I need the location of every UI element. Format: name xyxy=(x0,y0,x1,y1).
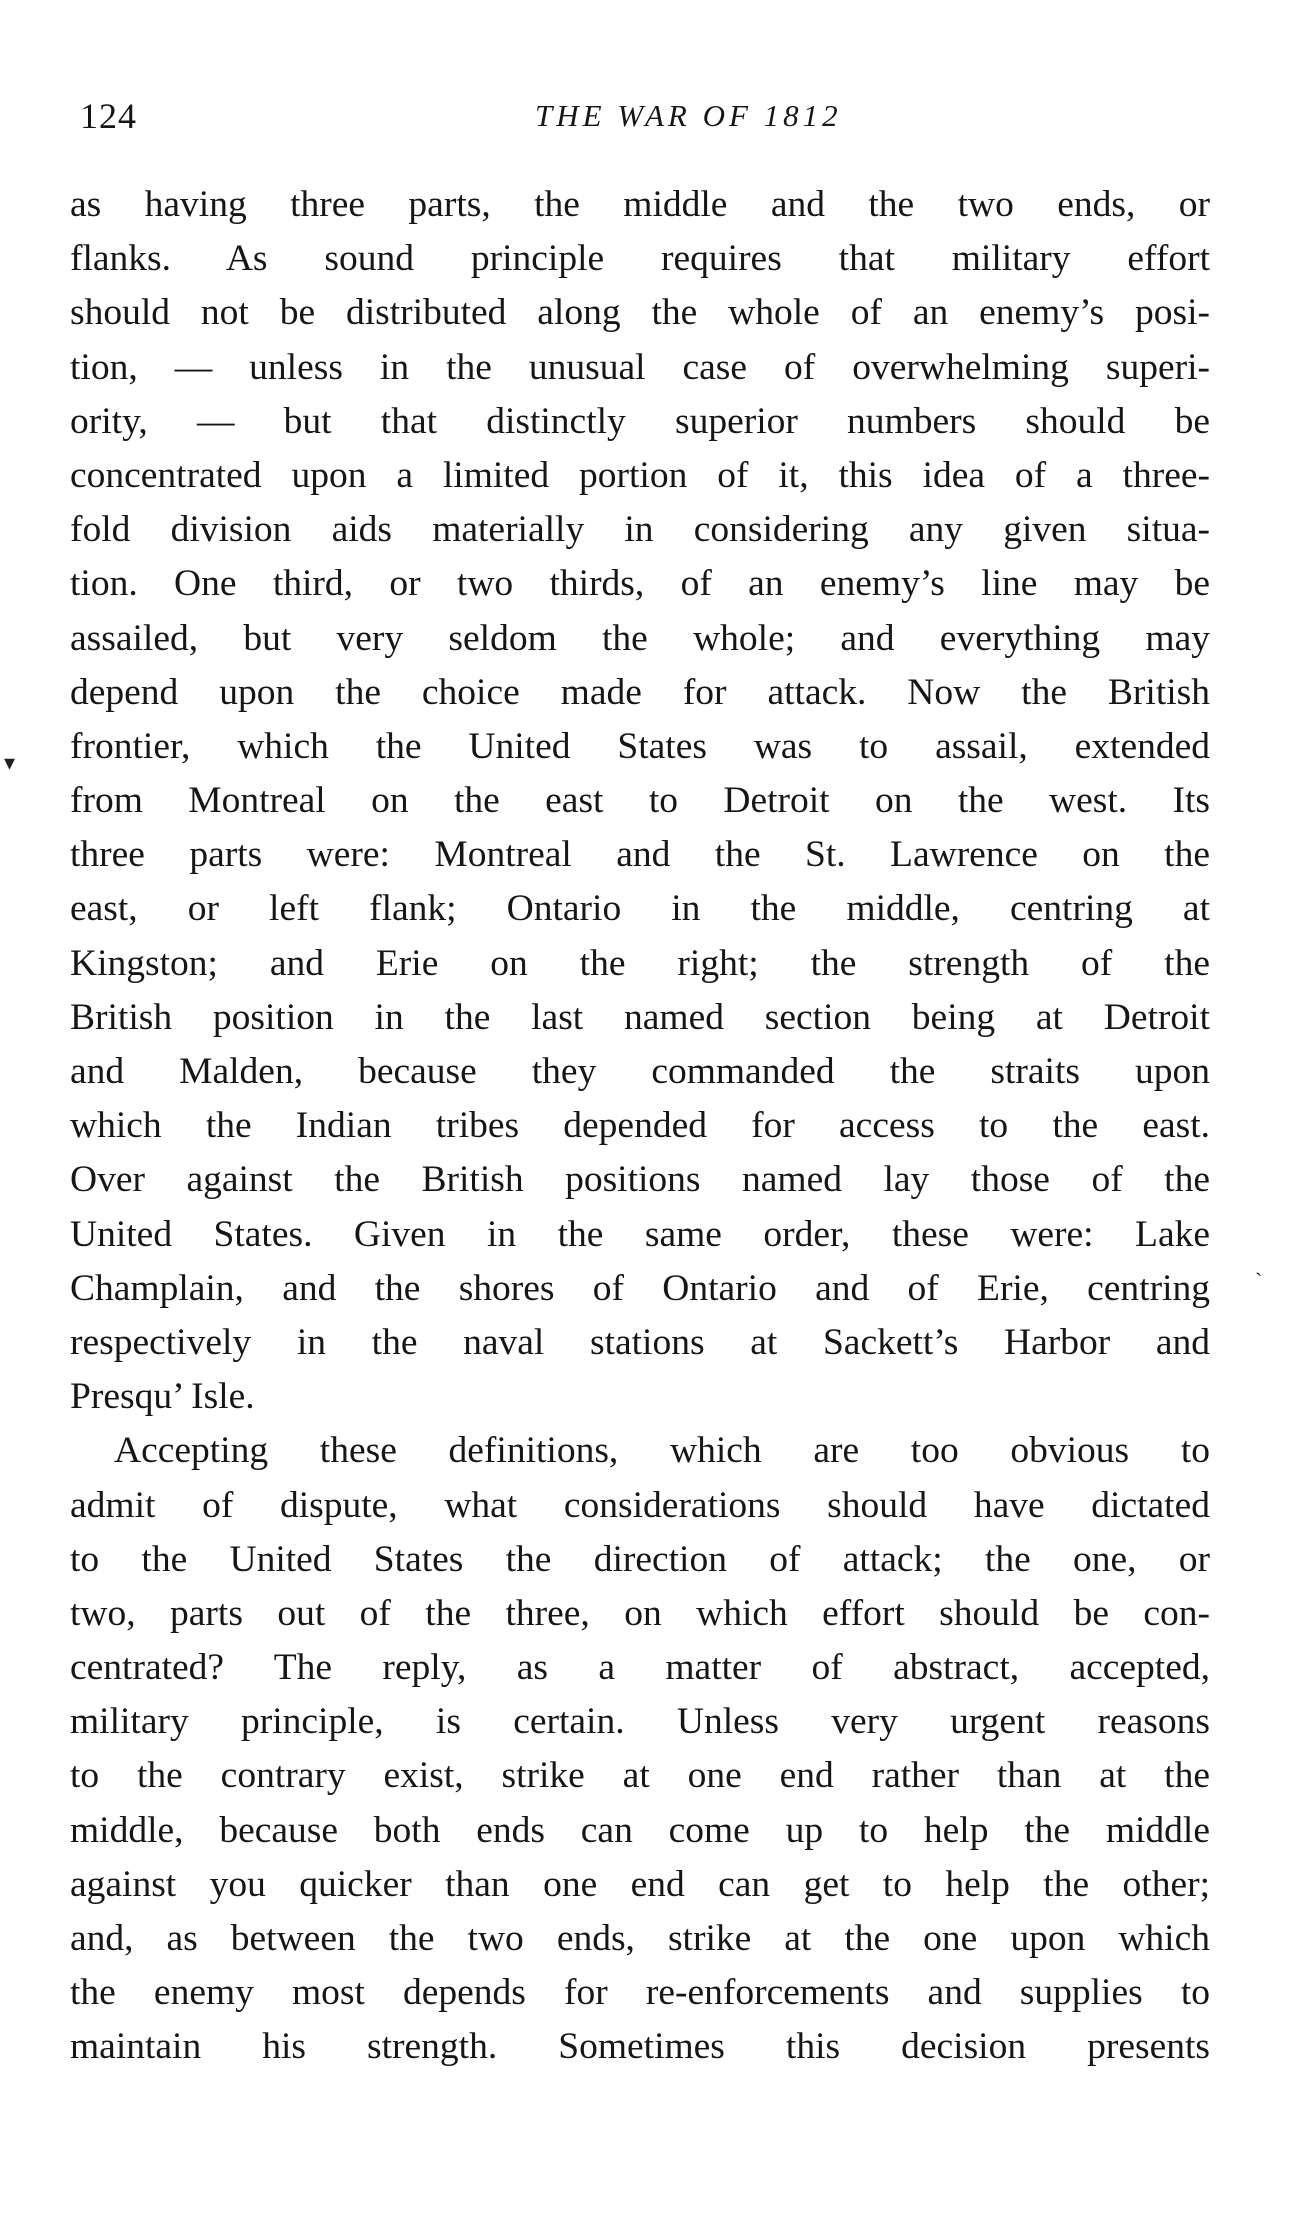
text-line: from Montreal on the east to Detroit on the west. Its xyxy=(70,780,1210,822)
text-line: Champlain, and the shores of Ontario and of Erie, centring xyxy=(70,1267,1210,1309)
text-line: which the Indian tribes depended for access to the east. xyxy=(70,1105,1210,1147)
text-line: centrated? The reply, as a matter of abstract, accepted, xyxy=(70,1647,1210,1689)
text-line: Accepting these definitions, which are too obvious to xyxy=(114,1430,1210,1472)
body-text xyxy=(70,178,1210,2075)
text-line: Kingston; and Erie on the right; the strength of the xyxy=(70,942,1210,984)
paragraph-2 xyxy=(70,1424,1210,2074)
text-line: against you quicker than one end can get to help the other; xyxy=(70,1863,1210,1905)
text-line: military principle, is certain. Unless very urgent reasons xyxy=(70,1701,1210,1743)
text-line: fold division aids materially in considering any given situa- xyxy=(70,509,1210,551)
text-line: respectively in the naval stations at Sackett’s Harbor and xyxy=(70,1321,1210,1363)
text-line: depend upon the choice made for attack. Now the British xyxy=(70,671,1210,713)
paragraph-1 xyxy=(70,178,1210,1424)
text-line: admit of dispute, what considerations should have dictated xyxy=(70,1484,1210,1526)
text-line: concentrated upon a limited portion of it, this idea of a three- xyxy=(70,454,1210,496)
text-line: two, parts out of the three, on which effort should be con- xyxy=(70,1592,1210,1634)
text-line: British position in the last named section being at Detroit xyxy=(70,996,1210,1038)
text-line: and Malden, because they commanded the straits upon xyxy=(70,1051,1210,1092)
text-line: Presqu’ Isle. xyxy=(70,1376,255,1418)
text-line: three parts were: Montreal and the St. Lawrence on the xyxy=(70,834,1210,876)
text-line: middle, because both ends can come up to help the middle xyxy=(70,1809,1210,1851)
text-line: the enemy most depends for re-enforcements and supplies to xyxy=(70,1972,1210,2014)
text-line: and, as between the two ends, strike at the one upon which xyxy=(70,1918,1210,1959)
text-line: Over against the British positions named lay those of the xyxy=(70,1159,1210,1201)
running-title: THE WAR OF 1812 xyxy=(535,98,842,133)
text-line: tion. One third, or two thirds, of an enemy’s line may be xyxy=(70,563,1210,605)
text-line: should not be distributed along the whole of an enemy’s posi- xyxy=(70,292,1210,334)
margin-speck-mark: ▾ xyxy=(4,750,16,775)
text-line: flanks. As sound principle requires that military effort xyxy=(70,238,1210,280)
text-line: as having three parts, the middle and the two ends, or xyxy=(70,184,1210,225)
text-line: United States. Given in the same order, these were: Lake xyxy=(70,1213,1210,1255)
text-line: to the United States the direction of attack; the one, or xyxy=(70,1538,1210,1580)
text-line: tion, — unless in the unusual case of overwhelming superi- xyxy=(70,346,1210,388)
text-line: maintain his strength. Sometimes this decision presents xyxy=(70,2026,1210,2068)
running-head xyxy=(80,92,1205,140)
text-line: assailed, but very seldom the whole; and everything may xyxy=(70,617,1210,659)
text-line: frontier, which the United States was to assail, extended xyxy=(70,725,1210,767)
margin-speck-mark: ˋ xyxy=(1255,1268,1263,1293)
page-number: 124 xyxy=(80,96,137,136)
text-line: to the contrary exist, strike at one end rather than at the xyxy=(70,1755,1210,1797)
text-line: ority, — but that distinctly superior numbers should be xyxy=(70,400,1210,442)
text-line: east, or left flank; Ontario in the middle, centring at xyxy=(70,888,1210,930)
